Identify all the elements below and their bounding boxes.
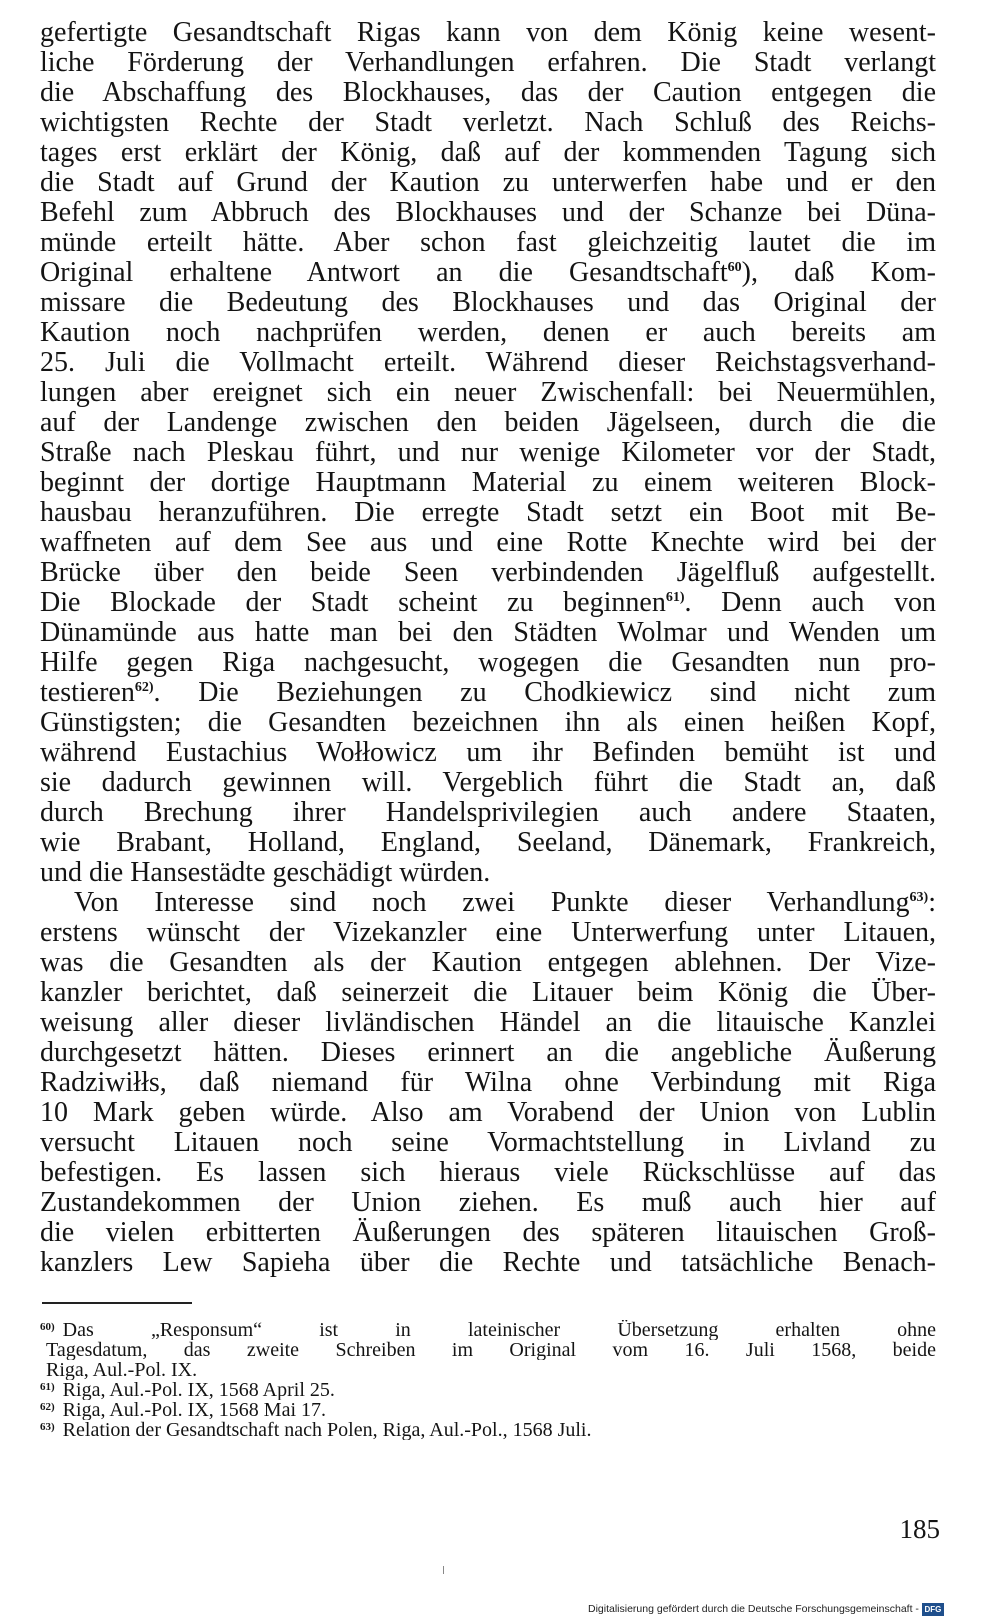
text-line [40,798,936,828]
footnote-text: Das „Responsum“ ist in lateinischer Übersetzung erhalten ohne [62,1320,936,1340]
text-segment: 25. Juli die Vollmacht erteilt. Während dieser Reichstagsverhand- [40,348,936,378]
text-segment: testieren [40,678,135,708]
footnote-reference: 62) [134,680,154,695]
text-line [40,438,936,468]
text-line [40,168,936,198]
digitization-credit [588,1601,1000,1618]
text-line [40,468,936,498]
text-line [40,198,936,228]
text-segment: münde erteilt hätte. Aber schon fast gleichzeitig lautet die im [40,228,936,258]
text-line [40,738,936,768]
text-segment: missare die Bedeutung des Blockhauses und das Original der [40,288,936,318]
footnote-number: 60) [40,1321,55,1333]
text-line [40,528,936,558]
text-line [40,678,936,708]
scan-mark [443,1566,444,1574]
text-line [40,558,936,588]
footnote-number: 62) [40,1401,55,1413]
text-segment: Dünamünde aus hatte man bei den Städten Wolmar und Wenden um [40,618,936,648]
text-line [40,408,936,438]
text-line [40,588,936,618]
footnote-text: Riga, Aul.-Pol. IX, 1568 April 25. [62,1380,335,1400]
text-line [40,648,936,678]
text-segment: Radziwiłłs, daß niemand für Wilna ohne Verbindung mit Riga [40,1068,936,1098]
text-segment: weisung aller dieser livländischen Händel an die litauische Kanzlei [40,1008,936,1038]
text-segment: gefertigte Gesandtschaft Rigas kann von dem König keine wesent- [40,18,936,48]
text-line [40,888,936,918]
text-line [40,918,936,948]
footnote-line [40,1380,936,1400]
text-line [40,858,936,888]
text-segment: 10 Mark geben würde. Also am Vorabend der Union von Lublin [40,1098,936,1128]
text-line [40,1068,936,1098]
text-segment: Hilfe gegen Riga nachgesucht, wogegen die Gesandten nun pro- [40,648,936,678]
text-line [40,18,936,48]
text-segment: : [928,888,936,918]
text-line [40,228,936,258]
text-segment: befestigen. Es lassen sich hieraus viele Rückschlüsse auf das [40,1158,936,1188]
footnote-reference: 60 [727,260,742,275]
text-line [40,318,936,348]
text-line [40,1188,936,1218]
text-line [40,1038,936,1068]
text-line [40,948,936,978]
text-segment: Zustandekommen der Union ziehen. Es muß auch hier auf [40,1188,936,1218]
text-segment: liche Förderung der Verhandlungen erfahren. Die Stadt verlangt [40,48,936,78]
text-segment: tages erst erklärt der König, daß auf der kommenden Tagung sich [40,138,936,168]
text-line [40,48,936,78]
text-segment: durchgesetzt hätten. Dieses erinnert an die angebliche Äußerung [40,1038,936,1068]
footnote-number: 63) [40,1421,55,1433]
text-line [40,1248,936,1278]
text-segment: versucht Litauen noch seine Vormachtstellung in Livland zu [40,1128,936,1158]
footnote-divider [42,1302,192,1304]
footnote-text: Riga, Aul.-Pol. IX. [46,1360,198,1380]
text-segment: Die Blockade der Stadt scheint zu beginnen [40,588,666,618]
text-line [40,498,936,528]
text-segment: ), daß Kom- [741,258,936,288]
text-line [40,1008,936,1038]
text-segment: Von Interesse sind noch zwei Punkte dieser Verhandlung [74,888,910,918]
footnote-text: Relation der Gesandtschaft nach Polen, Riga, Aul.-Pol., 1568 Juli. [62,1420,592,1440]
footnote-line [40,1340,936,1360]
text-segment: hausbau heranzuführen. Die erregte Stadt setzt ein Boot mit Be- [40,498,936,528]
credit-text: Digitalisierung gefördert durch die Deutsche Forschungsgemeinschaft - [588,1603,919,1615]
text-line [40,768,936,798]
text-segment: sie dadurch gewinnen will. Vergeblich führt die Stadt an, daß [40,768,936,798]
text-segment: auf der Landenge zwischen den beiden Jägelseen, durch die die [40,408,936,438]
text-segment: die vielen erbitterten Äußerungen des späteren litauischen Groß- [40,1218,936,1248]
text-line [40,108,936,138]
text-segment: waffneten auf dem See aus und eine Rotte Knechte wird bei der [40,528,936,558]
footnote-reference: 63) [909,890,929,905]
footnotes [40,1320,936,1440]
text-segment: kanzlers Lew Sapieha über die Rechte und tatsächliche Benach- [40,1248,936,1278]
footnote-text: Riga, Aul.-Pol. IX, 1568 Mai 17. [62,1400,327,1420]
text-segment: was die Gesandten als der Kaution entgegen ablehnen. Der Vize- [40,948,936,978]
text-line [40,138,936,168]
text-segment: wie Brabant, Holland, England, Seeland, Dänemark, Frankreich, [40,828,936,858]
footnote-text: Tagesdatum, das zweite Schreiben im Original vom 16. Juli 1568, beide [46,1340,936,1360]
dfg-logo: DFG [922,1603,944,1616]
text-segment: lungen aber ereignet sich ein neuer Zwischenfall: bei Neuermühlen, [40,378,936,408]
text-line [40,828,936,858]
footnote-number: 61) [40,1381,55,1393]
text-line [40,618,936,648]
footnote-line [40,1400,936,1420]
footnote-line [40,1420,936,1440]
text-segment: Günstigsten; die Gesandten bezeichnen ihn als einen heißen Kopf, [40,708,936,738]
text-line [40,1218,936,1248]
text-segment: . Die Beziehungen zu Chodkiewicz sind nicht zum [153,678,936,708]
text-segment: beginnt der dortige Hauptmann Material zu einem weiteren Block- [40,468,936,498]
footnote-reference: 61) [665,590,685,605]
text-line [40,1158,936,1188]
text-segment: erstens wünscht der Vizekanzler eine Unterwerfung unter Litauen, [40,918,936,948]
text-line [40,1128,936,1158]
text-segment: Original erhaltene Antwort an die Gesandtschaft [40,258,728,288]
text-segment: Kaution noch nachprüfen werden, denen er auch bereits am [40,318,936,348]
page-number: 185 [899,1514,940,1544]
text-line [40,378,936,408]
text-line [40,78,936,108]
text-line [40,288,936,318]
text-line [40,978,936,1008]
text-segment: Straße nach Pleskau führt, und nur wenige Kilometer vor der Stadt, [40,438,936,468]
footnote-line [40,1320,936,1340]
text-line [40,348,936,378]
text-segment: Brücke über den beide Seen verbindenden Jägelfluß aufgestellt. [40,558,936,588]
body-text [40,18,936,1278]
text-segment: wichtigsten Rechte der Stadt verletzt. Nach Schluß des Reichs- [40,108,936,138]
text-segment: durch Brechung ihrer Handelsprivilegien auch andere Staaten, [40,798,936,828]
text-line [40,708,936,738]
text-line [40,1098,936,1128]
text-line [40,258,936,288]
text-segment: Befehl zum Abbruch des Blockhauses und der Schanze bei Düna- [40,198,936,228]
footnote-line [40,1360,936,1380]
text-segment: . Denn auch von [684,588,936,618]
text-segment: die Abschaffung des Blockhauses, das der Caution entgegen die [40,78,936,108]
text-segment: die Stadt auf Grund der Kaution zu unterwerfen habe und er den [40,168,936,198]
text-segment: kanzler berichtet, daß seinerzeit die Litauer beim König die Über- [40,978,936,1008]
text-segment: und die Hansestädte geschädigt würden. [40,858,491,888]
text-segment: während Eustachius Wołłowicz um ihr Befinden bemüht ist und [40,738,936,768]
